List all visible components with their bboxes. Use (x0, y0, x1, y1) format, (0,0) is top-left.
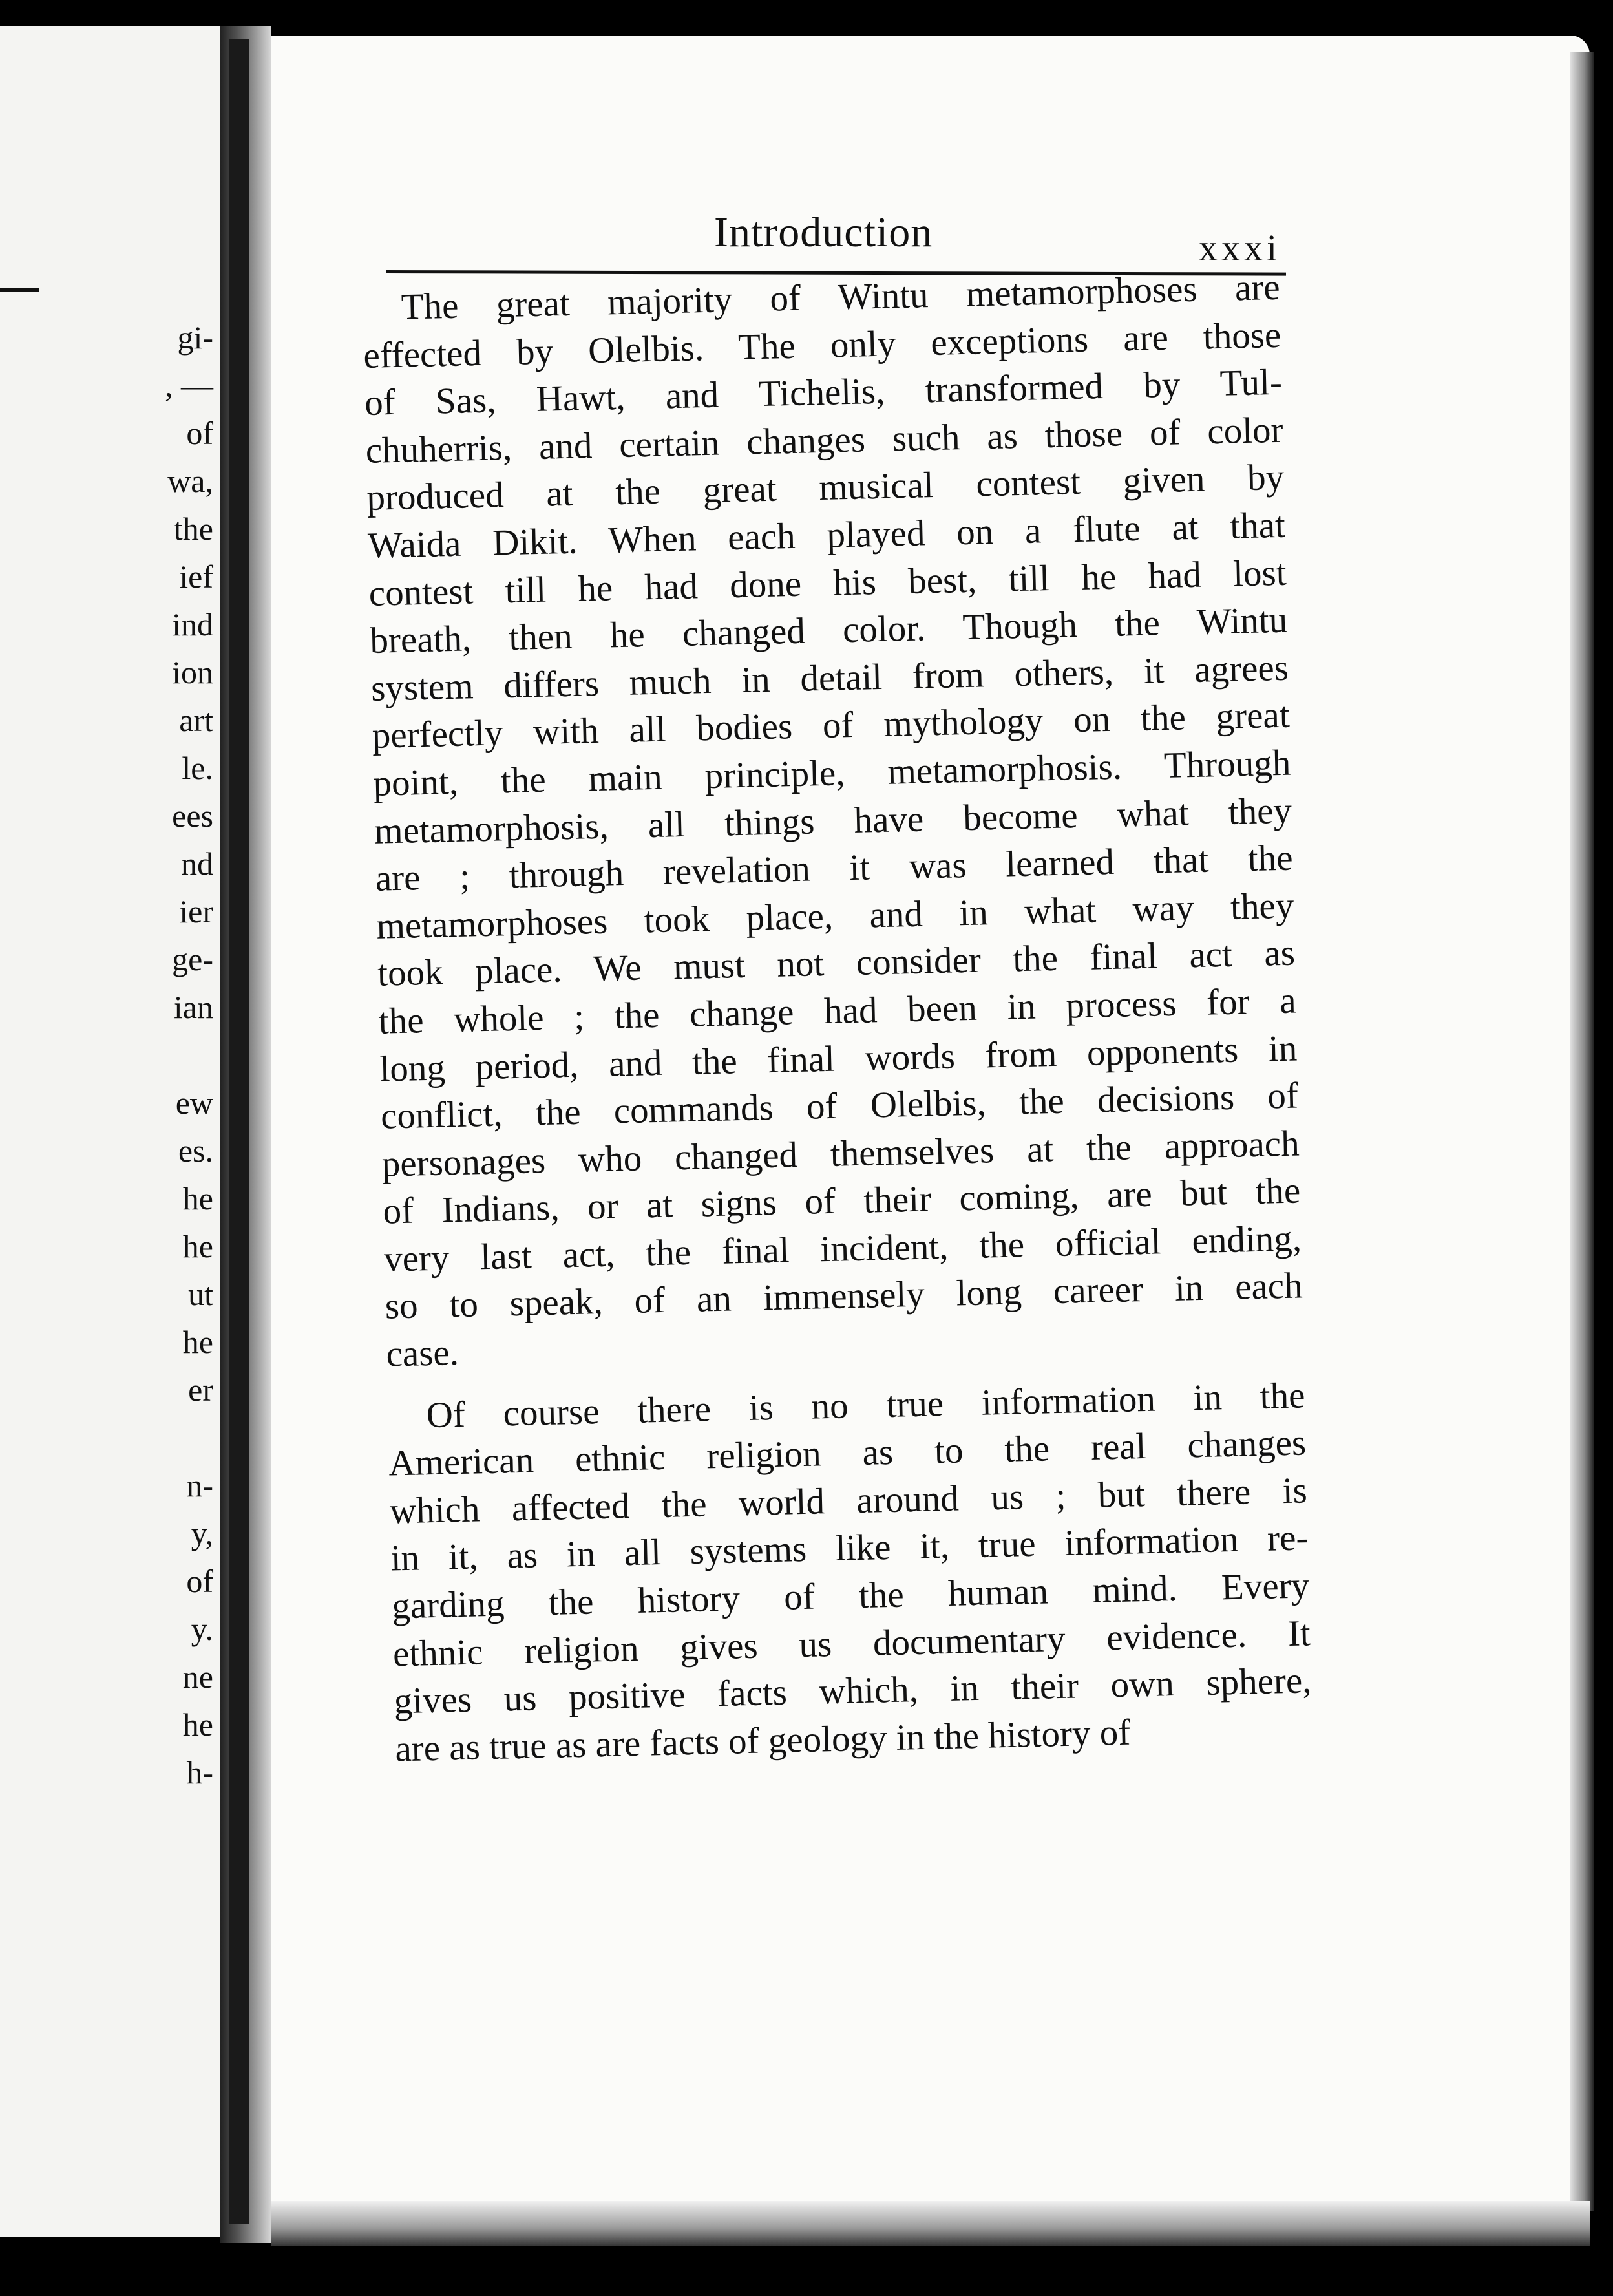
text-line: perfectly with all bodies of mythology on the great (372, 694, 1291, 757)
left-fragment-line: ier (179, 893, 213, 930)
left-fragment-line: y, (191, 1515, 213, 1551)
text-line: gives us positive facts which, in their own sphere, (394, 1660, 1313, 1722)
left-fragment-line: ne (182, 1659, 213, 1695)
text-line: Waida Dikit. When each played on a flute at that (367, 504, 1286, 566)
left-fragment-line: , — (165, 367, 213, 403)
left-fragment-line: n- (186, 1467, 213, 1504)
running-head: Introduction (714, 209, 933, 256)
left-fragment-line: ew (175, 1085, 213, 1121)
left-fragment-line: ees (172, 798, 213, 834)
left-fragment-line (136, 1031, 213, 1079)
left-fragment-line: wa, (167, 463, 213, 499)
left-fragment-line: ian (173, 989, 213, 1025)
left-fragment-line: y. (191, 1611, 213, 1647)
text-line: very last act, the final incident, the official ending, (383, 1218, 1302, 1280)
text-line: chuherris, and certain changes such as those of color (365, 409, 1284, 471)
left-facing-page (0, 26, 220, 2237)
left-fragment-line (136, 1414, 213, 1462)
text-line: American ethnic religion as to the real changes (388, 1422, 1307, 1484)
page-right-edge (1570, 52, 1594, 2211)
text-line: breath, then he changed color. Though the Wintu (369, 599, 1288, 662)
left-page-text-fragments (136, 314, 213, 1796)
book-gutter-shadow (229, 39, 249, 2224)
paragraph (387, 1372, 1313, 1773)
left-fragment-line: ind (172, 606, 213, 643)
text-line: case. (385, 1332, 459, 1375)
left-page-rule (0, 288, 39, 292)
body-text (362, 264, 1313, 1773)
left-fragment-line: ge- (172, 941, 213, 977)
left-fragment-line: art (179, 702, 213, 738)
text-line: effected by Olelbis. The only exceptions are those (363, 314, 1281, 376)
left-fragment-line: he (182, 1324, 213, 1360)
left-fragment-line: the (173, 511, 213, 547)
text-line: the whole ; the change had been in process for a (378, 980, 1297, 1042)
text-line: personages who changed themselves at the approach (381, 1123, 1300, 1185)
left-fragment-line: er (188, 1372, 213, 1408)
text-line: in it, as in all systems like it, true information re- (390, 1517, 1309, 1579)
text-line: system differs much in detail from others, it agrees (370, 647, 1289, 709)
text-line: so to speak, of an immensely long career in each (385, 1265, 1303, 1328)
left-fragment-line: ut (188, 1276, 213, 1312)
left-fragment-line: he (182, 1706, 213, 1743)
text-line: The great majority of Wintu metamorphoses are (401, 266, 1281, 328)
left-fragment-line: of (186, 1563, 213, 1599)
text-line: of Indians, or at signs of their coming, are but the (382, 1170, 1301, 1232)
text-line: contest till he had done his best, till he had lost (368, 552, 1287, 614)
text-line: ethnic religion gives us documentary evidence. It (392, 1612, 1311, 1675)
left-fragment-line: le. (182, 750, 213, 786)
left-fragment-line: h- (186, 1754, 213, 1791)
left-fragment-line: ion (172, 654, 213, 690)
text-line: Of course there is no true information in the (425, 1374, 1306, 1436)
left-fragment-line: he (182, 1180, 213, 1217)
text-line: produced at the great musical contest given by (366, 457, 1285, 519)
left-fragment-line: ief (179, 558, 213, 595)
text-line: point, the main principle, metamorphosis. Through (372, 742, 1291, 804)
text-line: are ; through revelation it was learned that the (375, 837, 1294, 899)
left-fragment-line: es. (178, 1132, 213, 1169)
text-line: conflict, the commands of Olelbis, the decisions of (380, 1075, 1299, 1137)
left-fragment-line: gi- (177, 319, 213, 356)
paragraph (362, 264, 1304, 1378)
text-line: long period, and the final words from opponents in (379, 1027, 1298, 1090)
left-fragment-line: nd (181, 845, 213, 882)
text-line: metamorphosis, all things have become what they (374, 790, 1292, 852)
left-fragment-line: he (182, 1228, 213, 1264)
page-number: xxxi (1199, 227, 1281, 269)
text-line: of Sas, Hawt, and Tichelis, transformed by Tul- (364, 361, 1283, 424)
text-line: are as true as are facts of geology in the history of (394, 1712, 1131, 1770)
text-line: garding the history of the human mind. Every (391, 1565, 1310, 1627)
text-line: metamorphoses took place, and in what way they (375, 885, 1294, 947)
left-fragment-line: of (186, 415, 213, 451)
page-bottom-edge (271, 2201, 1590, 2246)
text-line: took place. We must not consider the final act as (377, 932, 1296, 995)
text-line: which affected the world around us ; but there is (389, 1470, 1308, 1532)
